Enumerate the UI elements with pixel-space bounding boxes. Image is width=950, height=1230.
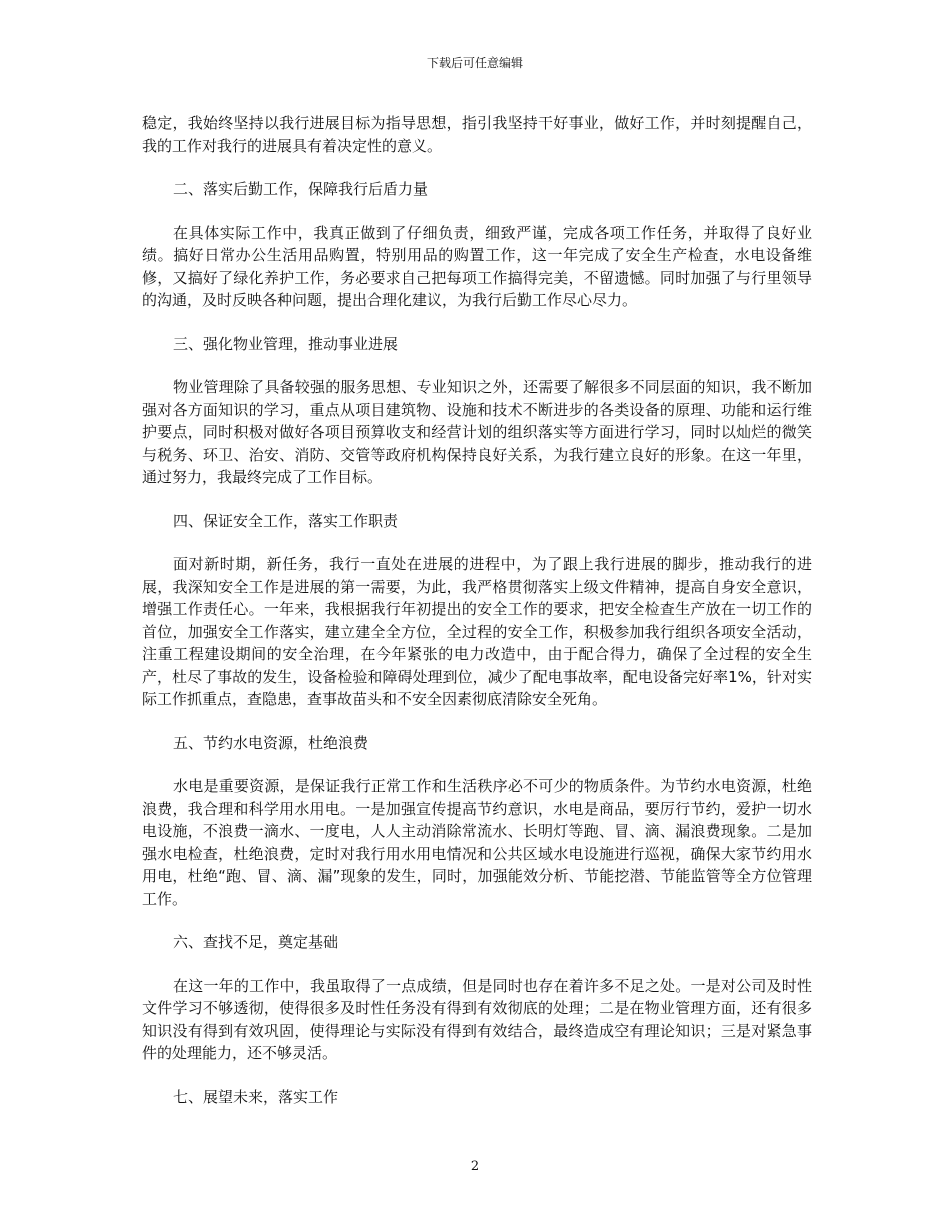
- section-heading-2: 二、落实后勤工作，保障我行后盾力量: [173, 180, 429, 198]
- page-number: 2: [470, 1159, 480, 1174]
- paragraph-water-electricity: 水电是重要资源，是保证我行正常工作和生活秩序必不可少的物质条件。为节约水电资源，杜绝浪费，我合理和科学用水用电。一是加强宣传提高节约意识，水电是商品，要厉行节约，爱护一切水电设施，不浪费一滴水、一度电，人人主动消除常流水、长明灯等跑、冒、滴、漏浪费现象。二是加强水电检查，杜绝浪费，定时对我行用水用电情况和公共区域水电设施进行巡视，确保大家节约用水用电，杜绝“跑、冒、滴、漏”现象的发生，同时，加强能效分析、节能挖潜、节能监管等全方位管理工作。: [142, 777, 812, 908]
- section-heading-6: 六、查找不足，奠定基础: [173, 933, 339, 951]
- document-body: [142, 112, 812, 1108]
- page-header: 下载后可任意编辑: [426, 56, 523, 70]
- paragraph-shortcomings: 在这一年的工作中，我虽取得了一点成绩，但是同时也存在着许多不足之处。一是对公司及时性文件学习不够透彻，使得很多及时性任务没有得到有效彻底的处理；二是在物业管理方面，还有很多知识没有得到有效巩固，使得理论与实际没有得到有效结合，最终造成空有理论知识；三是对紧急事件的处理能力，还不够灵活。: [142, 976, 812, 1062]
- paragraph-logistics: 在具体实际工作中，我真正做到了仔细负责，细致严谨，完成各项工作任务，并取得了良好业绩。搞好日常办公生活用品购置，特别用品的购置工作，这一年完成了安全生产检查，水电设备维修，又搞好了绿化养护工作，务必要求自己把每项工作搞得完美，不留遗憾。同时加强了与行里领导的沟通，及时反映各种问题，提出合理化建议，为我行后勤工作尽心尽力。: [142, 223, 812, 309]
- section-heading-4: 四、保证安全工作，落实工作职责: [173, 511, 399, 530]
- paragraph-safety: 面对新时期，新任务，我行一直处在进展的进程中，为了跟上我行进展的脚步，推动我行的进展，我深知安全工作是进展的第一需要，为此，我严格贯彻落实上级文件精神，提高自身安全意识，增强工作责任心。一年来，我根据我行年初提出的安全工作的要求，把安全检查生产放在一切工作的首位，加强安全工作落实，建立建全全方位，全过程的安全工作，积极参加我行组织各项安全活动，注重工程建设期间的安全治理，在今年紧张的电力改造中，由于配合得力，确保了全过程的安全生产，杜尽了事故的发生，设备检验和障碍处理到位，减少了配电事故率，配电设备完好率1%，针对实际工作抓重点，查隐患，查事故苗头和不安全因素彻底清除安全死角。: [142, 555, 812, 708]
- section-heading-7: 七、展望未来，落实工作: [173, 1087, 339, 1106]
- paragraph-continuation: 稳定，我始终坚持以我行进展目标为指导思想，指引我坚持干好事业，做好工作，并时刻提醒自己，我的工作对我行的进展具有着决定性的意义。: [142, 114, 812, 155]
- section-heading-3: 三、强化物业管理，推动事业进展: [173, 334, 399, 353]
- section-heading-5: 五、节约水电资源，杜绝浪费: [173, 733, 369, 752]
- paragraph-property-management: 物业管理除了具备较强的服务思想、专业知识之外，还需要了解很多不同层面的知识，我不断加强对各方面知识的学习，重点从项目建筑物、设施和技术不断进步的各类设备的原理、功能和运行维护要点，同时积极对做好各项目预算收支和经营计划的组织落实等方面进行学习，同时以灿烂的微笑与税务、环卫、治安、消防、交管等政府机构保持良好关系，为我行建立良好的形象。在这一年里，通过努力，我最终完成了工作目标。: [142, 378, 812, 486]
